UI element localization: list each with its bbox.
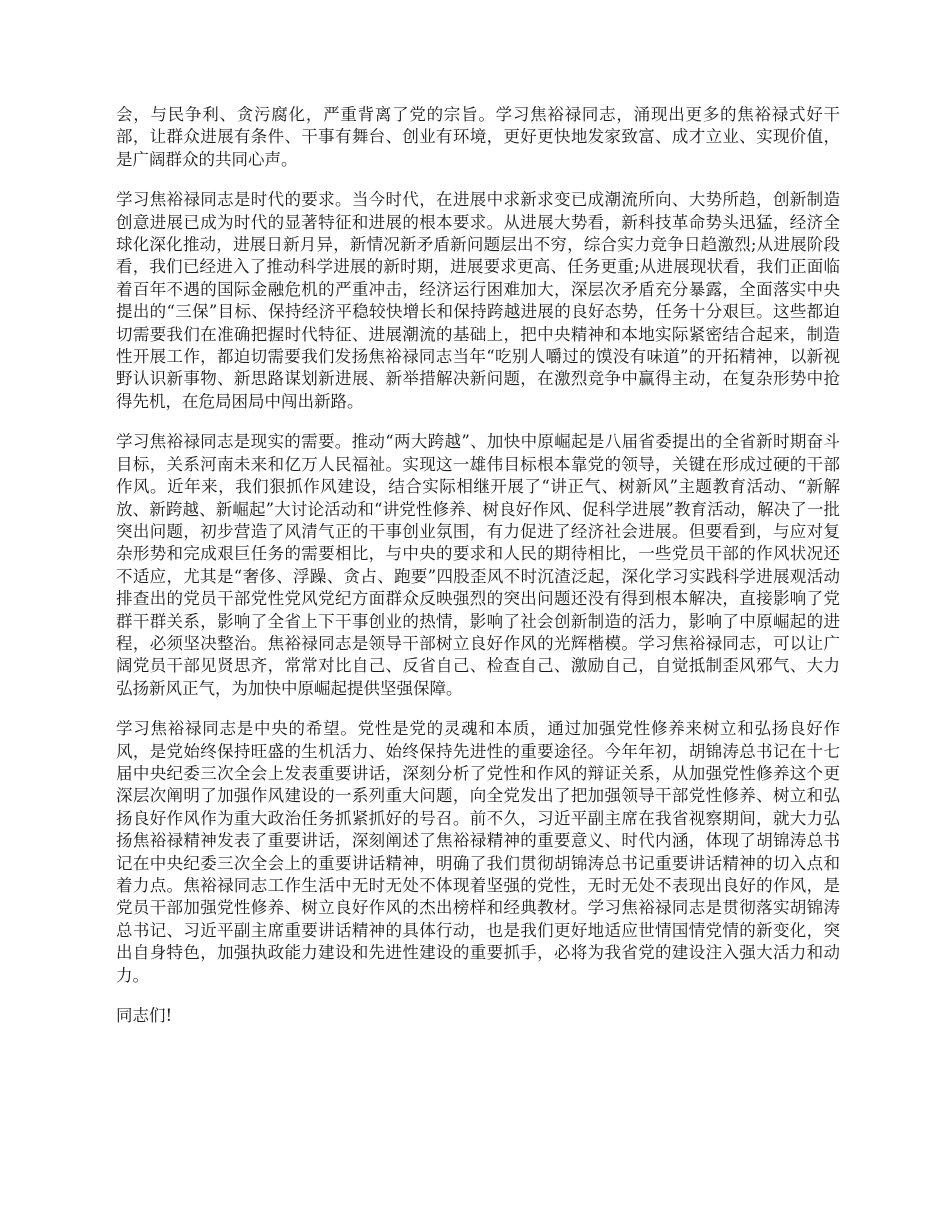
document-body	[116, 104, 840, 1027]
paragraph-4: 学习焦裕禄同志是中央的希望。党性是党的灵魂和本质，通过加强党性修养来树立和弘扬良好作风，是党始终保持旺盛的生机活力、始终保持先进性的重要途径。今年年初，胡锦涛总书记在十七届中央纪委三次全会上发表重要讲话，深刻分析了党性和作风的辩证关系，从加强党性修养这个更深层次阐明了加强作风建设的一系列重大问题，向全党发出了把加强领导干部党性修养、树立和弘扬良好作风作为重大政治任务抓紧抓好的号召。前不久，习近平副主席在我省视察期间，就大力弘扬焦裕禄精神发表了重要讲话，深刻阐述了焦裕禄精神的重要意义、时代内涵，体现了胡锦涛总书记在中央纪委三次全会上的重要讲话精神，明确了我们贯彻胡锦涛总书记重要讲话精神的切入点和着力点。焦裕禄同志工作生活中无时无处不体现着坚强的党性，无时无处不表现出良好的作风，是党员干部加强党性修养、树立良好作风的杰出榜样和经典教材。学习焦裕禄同志是贯彻落实胡锦涛总书记、习近平副主席重要讲话精神的具体行动，也是我们更好地适应世情国情党情的新变化，突出自身特色，加强执政能力建设和先进性建设的重要抓手，必将为我省党的建设注入强大活力和动力。	[116, 719, 840, 985]
paragraph-1: 会，与民争利、贪污腐化，严重背离了党的宗旨。学习焦裕禄同志，涌现出更多的焦裕禄式好干部，让群众进展有条件、干事有舞台、创业有环境，更好更快地发家致富、成才立业、实现价值，是广阔群众的共同心声。	[116, 105, 840, 169]
paragraph-2: 学习焦裕禄同志是时代的要求。当今时代，在进展中求新求变已成潮流所向、大势所趋，创新制造创意进展已成为时代的显著特征和进展的根本要求。从进展大势看，新科技革命势头迅猛，经济全球化深化推动，进展日新月异，新情况新矛盾新问题层出不穷，综合实力竞争日趋激烈;从进展阶段看，我们已经进入了推动科学进展的新时期，进展要求更高、任务更重;从进展现状看，我们正面临着百年不遇的国际金融危机的严重冲击，经济运行困难加大，深层次矛盾充分暴露，全面落实中央提出的“三保”目标、保持经济平稳较快增长和保持跨越进展的良好态势，任务十分艰巨。这些都迫切需要我们在准确把握时代特征、进展潮流的基础上，把中央精神和本地实际紧密结合起来，制造性开展工作，都迫切需要我们发扬焦裕禄同志当年“吃别人嚼过的馍没有味道”的开拓精神，以新视野认识新事物、新思路谋划新进展、新举措解决新问题，在激烈竞争中赢得主动，在复杂形势中抢得先机，在危局困局中闯出新路。	[116, 190, 840, 411]
paragraph-3: 学习焦裕禄同志是现实的需要。推动“两大跨越”、加快中原崛起是八届省委提出的全省新时期奋斗目标，关系河南未来和亿万人民福祉。实现这一雄伟目标根本靠党的领导，关键在形成过硬的干部作风。近年来，我们狠抓作风建设，结合实际相继开展了“讲正气、树新风”主题教育活动、“新解放、新跨越、新崛起”大讨论活动和“讲党性修养、树良好作风、促科学进展”教育活动，解决了一批突出问题，初步营造了风清气正的干事创业氛围，有力促进了经济社会进展。但要看到，与应对复杂形势和完成艰巨任务的需要相比，与中央的要求和人民的期待相比，一些党员干部的作风状况还不适应，尤其是“奢侈、浮躁、贪占、跑要”四股歪风不时沉渣泛起，深化学习实践科学进展观活动排查出的党员干部党性党风党纪方面群众反映强烈的突出问题还没有得到根本解决，直接影响了党群干群关系，影响了全省上下干事创业的热情，影响了社会创新制造的活力，影响了中原崛起的进程，必须坚决整治。焦裕禄同志是领导干部树立良好作风的光辉楷模。学习焦裕禄同志，可以让广阔党员干部见贤思齐，常常对比自己、反省自己、检查自己、激励自己，自觉抵制歪风邪气、大力弘扬新风正气，为加快中原崛起提供坚强保障。	[116, 432, 840, 698]
paragraph-5: 同志们!	[116, 1006, 173, 1026]
